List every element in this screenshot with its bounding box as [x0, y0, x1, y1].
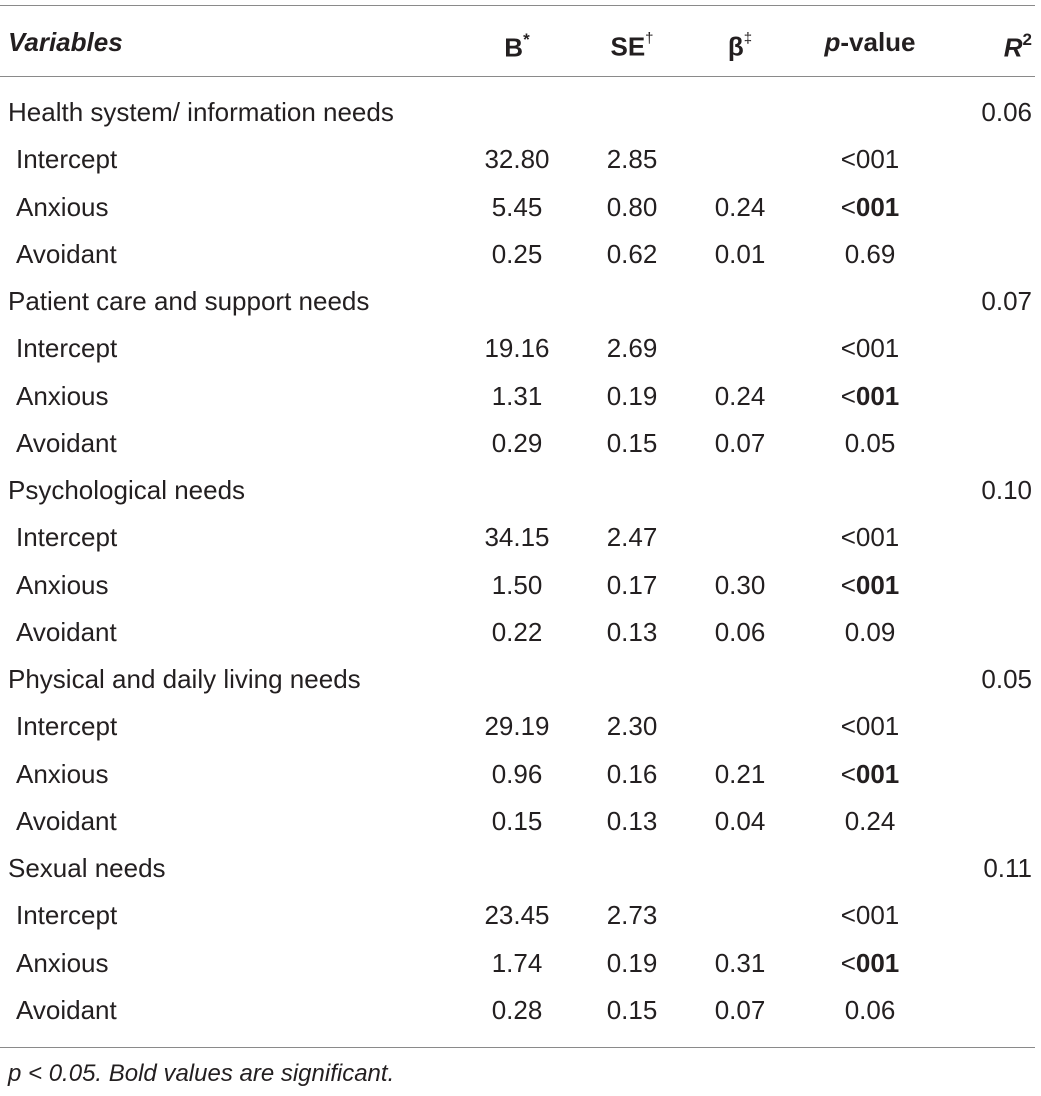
p-prefix: < — [840, 900, 856, 931]
cell-se: 0.13 — [606, 616, 658, 647]
p-prefix: < — [840, 711, 856, 742]
cell-b: 19.16 — [484, 333, 550, 364]
table-row — [0, 892, 1041, 939]
row-label: Avoidant — [16, 616, 117, 647]
row-label: Intercept — [16, 711, 118, 742]
row-label: Intercept — [16, 144, 118, 175]
cell-beta: 0.06 — [714, 616, 766, 647]
group-label: Physical and daily living needs — [8, 664, 361, 694]
cell-se: 0.62 — [606, 238, 658, 269]
group-label: Health system/ information needs — [8, 97, 394, 127]
p-number: 0.05 — [844, 427, 896, 458]
cell-beta: 0.04 — [714, 805, 766, 836]
table-header-row — [0, 17, 1041, 67]
cell-b: 0.15 — [491, 805, 543, 836]
cell-b: 0.28 — [491, 994, 543, 1025]
row-label: Avoidant — [16, 994, 117, 1025]
table-row — [0, 703, 1041, 750]
table-row — [0, 420, 1041, 467]
cell-beta: 0.07 — [714, 427, 766, 458]
table-row — [0, 562, 1041, 609]
cell-p-value — [810, 940, 930, 987]
cell-se: 0.15 — [606, 994, 658, 1025]
p-prefix: < — [840, 380, 856, 411]
header-beta-sup: ‡ — [743, 30, 753, 47]
p-number: 001 — [855, 380, 900, 411]
cell-p-value — [810, 420, 930, 467]
group-row — [0, 467, 1041, 514]
header-p-rest: -value — [840, 27, 916, 57]
cell-se: 0.17 — [606, 569, 658, 600]
row-label: Intercept — [16, 333, 118, 364]
p-number: 001 — [855, 947, 900, 978]
table-row — [0, 231, 1041, 278]
header-b-label: B — [504, 32, 524, 63]
group-row — [0, 89, 1041, 136]
table-bottom-rule — [0, 1047, 1035, 1048]
cell-beta: 0.24 — [714, 380, 766, 411]
group-r2: 0.06 — [981, 97, 1032, 127]
cell-p-value — [810, 987, 930, 1034]
p-number: 0.09 — [844, 616, 896, 647]
cell-p-value — [810, 892, 930, 939]
header-r2 — [1004, 17, 1032, 73]
p-number: 001 — [855, 900, 900, 931]
table-row — [0, 184, 1041, 231]
cell-p-value — [810, 562, 930, 609]
table-row — [0, 373, 1041, 420]
group-row — [0, 845, 1041, 892]
cell-b: 23.45 — [484, 900, 550, 931]
header-p-italic: p — [824, 27, 841, 57]
table-row — [0, 987, 1041, 1034]
cell-beta: 0.07 — [714, 994, 766, 1025]
cell-p-value — [810, 703, 930, 750]
cell-b: 0.22 — [491, 616, 543, 647]
row-label: Avoidant — [16, 805, 117, 836]
p-number: 0.69 — [844, 238, 896, 269]
cell-se: 2.69 — [606, 333, 658, 364]
cell-se: 0.13 — [606, 805, 658, 836]
cell-beta: 0.31 — [714, 947, 766, 978]
cell-beta: 0.30 — [714, 569, 766, 600]
cell-p-value — [810, 136, 930, 183]
p-prefix: < — [840, 333, 856, 364]
group-label: Sexual needs — [8, 853, 166, 883]
table-footnote: p < 0.05. Bold values are significant. — [8, 1060, 395, 1087]
cell-p-value — [810, 751, 930, 798]
header-se-sup: † — [645, 30, 654, 47]
p-prefix: < — [840, 569, 856, 600]
cell-se: 2.85 — [606, 144, 658, 175]
cell-b: 34.15 — [484, 522, 550, 553]
p-prefix: < — [840, 522, 856, 553]
p-number: 0.24 — [844, 805, 896, 836]
header-se-label: SE — [610, 31, 646, 62]
row-label: Anxious — [16, 947, 109, 978]
group-r2: 0.05 — [981, 664, 1032, 694]
cell-se: 2.47 — [606, 522, 658, 553]
header-p-value — [810, 17, 930, 67]
p-number: 0.06 — [844, 994, 896, 1025]
table-top-rule — [0, 5, 1035, 6]
cell-p-value — [810, 325, 930, 372]
table-row — [0, 751, 1041, 798]
header-beta — [690, 17, 790, 72]
row-label: Avoidant — [16, 427, 117, 458]
header-r-sup: 2 — [1022, 30, 1032, 49]
row-label: Anxious — [16, 191, 109, 222]
table-row — [0, 940, 1041, 987]
group-r2: 0.10 — [981, 475, 1032, 505]
cell-b: 0.96 — [491, 758, 543, 789]
cell-se: 0.19 — [606, 380, 658, 411]
p-number: 001 — [855, 191, 900, 222]
p-number: 001 — [855, 758, 900, 789]
cell-beta: 0.01 — [714, 238, 766, 269]
p-number: 001 — [855, 144, 900, 175]
p-prefix: < — [840, 144, 856, 175]
group-r2: 0.07 — [981, 286, 1032, 316]
cell-p-value — [810, 609, 930, 656]
p-number: 001 — [855, 569, 900, 600]
cell-b: 5.45 — [491, 191, 543, 222]
p-prefix: < — [840, 758, 856, 789]
p-number: 001 — [855, 333, 900, 364]
p-prefix: < — [840, 947, 856, 978]
group-label: Psychological needs — [8, 475, 246, 505]
cell-p-value — [810, 373, 930, 420]
cell-b: 1.31 — [491, 380, 543, 411]
cell-b: 0.25 — [491, 238, 543, 269]
row-label: Avoidant — [16, 238, 117, 269]
cell-se: 0.80 — [606, 191, 658, 222]
cell-b: 32.80 — [484, 144, 550, 175]
table-row — [0, 325, 1041, 372]
header-r-label: R — [1003, 32, 1023, 63]
cell-se: 0.19 — [606, 947, 658, 978]
table-row — [0, 136, 1041, 183]
p-number: 001 — [855, 522, 900, 553]
cell-b: 0.29 — [491, 427, 543, 458]
cell-b: 29.19 — [484, 711, 550, 742]
header-se — [580, 17, 684, 72]
table-row — [0, 609, 1041, 656]
header-b — [465, 17, 569, 73]
row-label: Anxious — [16, 758, 109, 789]
header-variables: Variables — [8, 27, 123, 57]
header-b-sup: * — [523, 30, 530, 49]
cell-beta: 0.24 — [714, 191, 766, 222]
cell-p-value — [810, 514, 930, 561]
table-row — [0, 514, 1041, 561]
group-row — [0, 656, 1041, 703]
p-prefix: < — [840, 191, 856, 222]
row-label: Intercept — [16, 900, 118, 931]
table-header-rule — [0, 76, 1035, 77]
cell-se: 0.15 — [606, 427, 658, 458]
p-number: 001 — [855, 711, 900, 742]
table-row — [0, 798, 1041, 845]
cell-se: 2.73 — [606, 900, 658, 931]
cell-b: 1.74 — [491, 947, 543, 978]
cell-p-value — [810, 798, 930, 845]
header-beta-label: β — [727, 31, 744, 62]
row-label: Intercept — [16, 522, 118, 553]
cell-p-value — [810, 231, 930, 278]
cell-se: 2.30 — [606, 711, 658, 742]
row-label: Anxious — [16, 380, 109, 411]
cell-beta: 0.21 — [714, 758, 766, 789]
row-label: Anxious — [16, 569, 109, 600]
cell-se: 0.16 — [606, 758, 658, 789]
group-label: Patient care and support needs — [8, 286, 370, 316]
group-r2: 0.11 — [983, 853, 1032, 883]
cell-p-value — [810, 184, 930, 231]
cell-b: 1.50 — [491, 569, 543, 600]
group-row — [0, 278, 1041, 325]
